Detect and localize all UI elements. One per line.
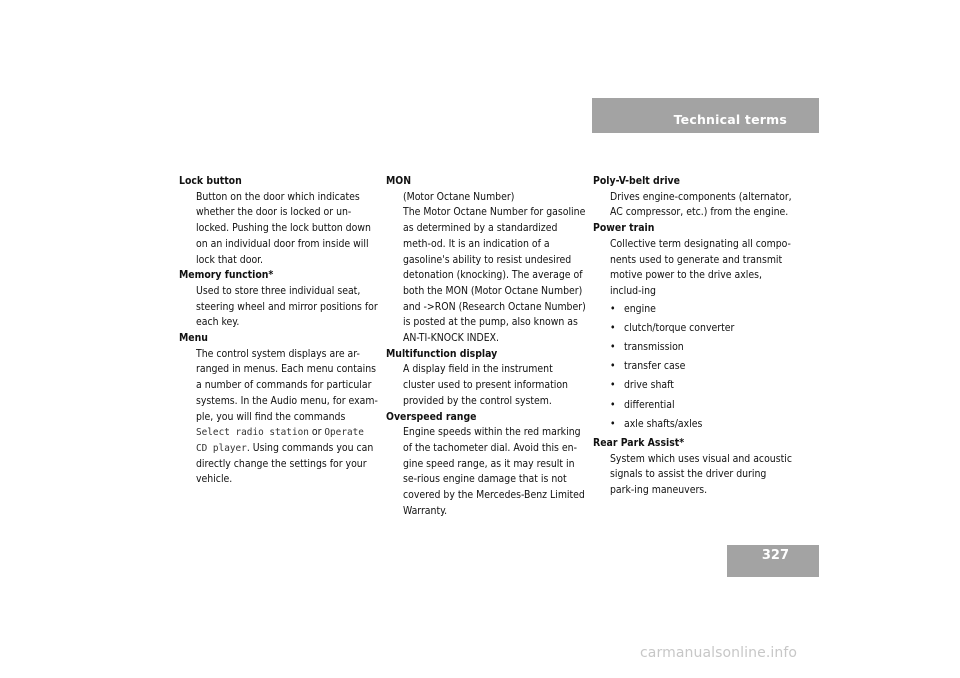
bullet-list: [593, 302, 793, 433]
term-definition: Used to store three individual seat, steering wheel and mirror positions for each key.: [196, 284, 378, 329]
section-title: Technical terms: [673, 112, 787, 128]
column-right: [593, 174, 793, 499]
term-definition: The Motor Octane Number for gasoline as determined by a standardized meth-od. It is an indication of a gasoline's ability to resist undesired detonation (knocking). The average of both the MON (Motor Octane Number) and ->RON (Research Octane Number) is posted at the pump, also known as AN-TI-KNOCK INDEX.: [403, 206, 586, 345]
bullet-item: • engine: [610, 302, 793, 318]
term-definition: A display field in the instrument cluster used to present information provided by the control system.: [403, 363, 568, 407]
section-header-tab: [592, 98, 819, 133]
command-operate-cd-player: Operate CD player: [196, 427, 364, 454]
term-definition: Button on the door which indicates whether the door is locked or un-locked. Pushing the lock button down on an individual door from inside will lock that door.: [196, 190, 371, 266]
watermark-text: carmanualsonline.info: [640, 645, 798, 661]
glossary-entry-power-train: [593, 221, 793, 432]
bullet-item: • axle shafts/axles: [610, 417, 793, 433]
term-expansion: (Motor Octane Number): [403, 190, 515, 203]
glossary-entry-overspeed-range: [386, 410, 586, 520]
term-definition: Drives engine-components (alternator, AC compressor, etc.) from the engine.: [610, 190, 792, 219]
command-select-radio-station: Select radio station: [196, 427, 309, 439]
column-middle: [386, 174, 586, 519]
definition-text: . Using commands you can directly change the settings for your vehicle.: [196, 441, 374, 486]
bullet-item: • differential: [610, 398, 793, 414]
term-definition: [179, 347, 379, 488]
term-definition: Engine speeds within the red marking of the tachometer dial. Avoid this en-gine speed range, as it may result in se-rious engine damage that is not covered by the Mercedes-Benz Limited Warranty.: [403, 426, 585, 517]
page-number-box: [727, 545, 819, 577]
term-title: Rear Park Assist*: [593, 437, 685, 450]
glossary-entry-mon: [386, 174, 586, 347]
glossary-entry-memory-function: [179, 268, 379, 331]
term-definition: System which uses visual and acoustic signals to assist the driver during park-ing maneuvers.: [610, 452, 792, 497]
definition-text: or: [308, 426, 325, 439]
bullet-item: • transfer case: [610, 359, 793, 375]
term-title: Lock button: [179, 175, 242, 187]
glossary-entry-multifunction-display: [386, 347, 586, 410]
glossary-entry-rear-park-assist: [593, 436, 793, 499]
glossary-entry-lock-button: [179, 174, 379, 268]
term-title: Menu: [179, 332, 208, 345]
bullet-item: • transmission: [610, 340, 793, 356]
column-left: [179, 174, 379, 488]
term-title: Multifunction display: [386, 347, 498, 360]
glossary-entry-poly-v-belt-drive: [593, 174, 793, 221]
term-definition: Collective term designating all compo-nents used to generate and transmit motive power to the drive axles, includ-ing: [610, 237, 791, 297]
term-title: Poly-V-belt drive: [593, 175, 680, 187]
page-number: 327: [761, 548, 789, 563]
glossary-entry-menu: [179, 331, 379, 488]
term-title: Memory function*: [179, 269, 274, 282]
bullet-item: • drive shaft: [610, 378, 793, 394]
term-title: Overspeed range: [386, 410, 477, 423]
term-title: Power train: [593, 222, 655, 235]
term-title: MON: [386, 175, 412, 187]
bullet-item: • clutch/torque converter: [610, 321, 793, 337]
definition-text: The control system displays are ar-ranged in menus. Each menu contains a number of commands for particular systems. In the Audio menu, for exam-ple, you will find the commands: [196, 347, 378, 423]
